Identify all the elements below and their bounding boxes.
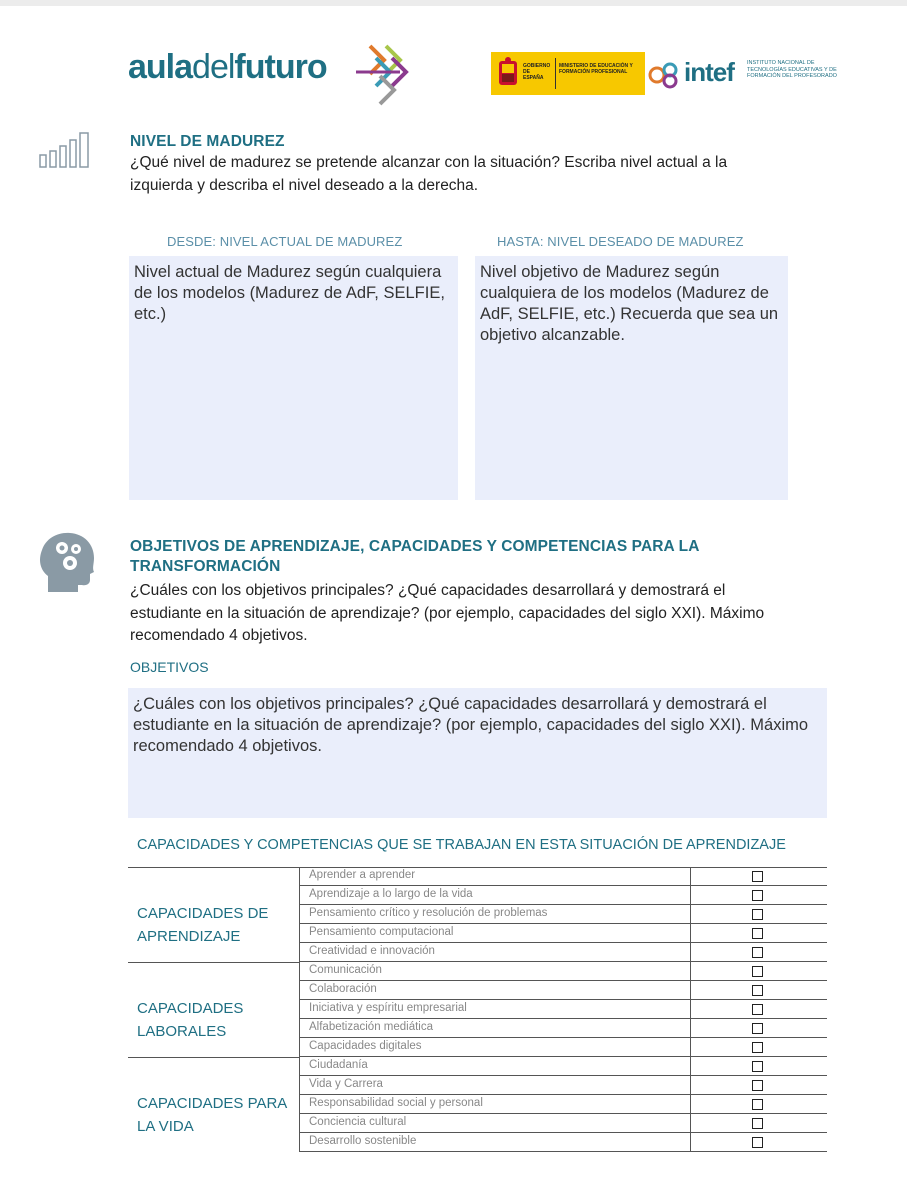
capacidad-checkbox[interactable] [752, 1080, 763, 1091]
madurez-title: NIVEL DE MADUREZ [130, 133, 285, 150]
capacidades-table-title: CAPACIDADES Y COMPETENCIAS QUE SE TRABAJAN EN ESTA SITUACIÓN DE APRENDIZAJE [137, 837, 786, 853]
capacidad-checkbox[interactable] [752, 1023, 763, 1034]
hasta-label: HASTA: NIVEL DESEADO DE MADUREZ [497, 234, 744, 249]
capacidad-label: Creatividad e innovación [309, 945, 435, 957]
capacidad-label: Vida y Carrera [309, 1078, 383, 1090]
capacidad-checkbox[interactable] [752, 1004, 763, 1015]
logo-word-del: del [192, 48, 235, 86]
table-row [299, 886, 827, 905]
capacidad-label: Desarrollo sostenible [309, 1135, 417, 1147]
group-vida-label [137, 1092, 297, 1138]
group-laborales-line1: CAPACIDADES [137, 1000, 244, 1017]
logo-word-futuro: futuro [234, 48, 327, 86]
ministerio-text: MINISTERIO DE EDUCACIÓN Y FORMACIÓN PROFESIONAL [559, 63, 633, 75]
group-divider [128, 962, 300, 963]
madurez-prompt-line1: ¿Qué nivel de madurez se pretende alcanzar con la situación? Escriba nivel actual a la [130, 154, 728, 171]
capacidad-checkbox[interactable] [752, 1137, 763, 1148]
intef-mark-icon [648, 61, 682, 89]
group-laborales-line2: LABORALES [137, 1023, 227, 1040]
logo-arrows-icon [356, 42, 426, 108]
capacidad-label: Iniciativa y espíritu empresarial [309, 1002, 467, 1014]
capacidad-label: Aprendizaje a lo largo de la vida [309, 888, 473, 900]
table-row [299, 1000, 827, 1019]
group-vida-line1: CAPACIDADES PARA [137, 1095, 288, 1112]
hasta-field[interactable]: Nivel objetivo de Madurez según cualquiera de los modelos (Madurez de AdF, SELFIE, etc.) Recuerda que sea un objetivo alcanzable. [475, 256, 788, 500]
top-border [0, 0, 907, 6]
objetivos-prompt-line1: ¿Cuáles con los objetivos principales? ¿Qué capacidades desarrollará y demostrará el [130, 582, 726, 599]
capacidad-label: Conciencia cultural [309, 1116, 407, 1128]
table-row [299, 1019, 827, 1038]
capacidad-label: Capacidades digitales [309, 1040, 422, 1052]
capacidad-label: Pensamiento crítico y resolución de problemas [309, 907, 548, 919]
table-row [299, 943, 827, 962]
objetivos-title-line1: OBJETIVOS DE APRENDIZAJE, CAPACIDADES Y COMPETENCIAS PARA LA [130, 538, 700, 555]
capacidad-label: Pensamiento computacional [309, 926, 454, 938]
table-row [299, 962, 827, 981]
group-aprendizaje-label [137, 902, 297, 948]
table-row [299, 981, 827, 1000]
capacidad-checkbox[interactable] [752, 966, 763, 977]
gobierno-text: GOBIERNO DE ESPAÑA [523, 63, 551, 81]
capacidad-label: Responsabilidad social y personal [309, 1097, 483, 1109]
intef-description: INSTITUTO NACIONAL DE TECNOLOGÍAS EDUCATIVAS Y DE FORMACIÓN DEL PROFESORADO [747, 60, 837, 79]
intef-logo [648, 55, 838, 95]
objetivos-sub-label: OBJETIVOS [130, 659, 209, 675]
capacidad-checkbox[interactable] [752, 928, 763, 939]
gobierno-ministerio-logo [491, 52, 645, 95]
logo-wordmark [128, 48, 327, 87]
capacidad-checkbox[interactable] [752, 890, 763, 901]
capacidad-checkbox[interactable] [752, 1061, 763, 1072]
head-gears-icon [38, 532, 96, 594]
capacidad-label: Comunicación [309, 964, 382, 976]
group-vida-line2: LA VIDA [137, 1118, 194, 1135]
table-row [299, 924, 827, 943]
group-laborales-label [137, 997, 297, 1043]
gov-divider [555, 58, 556, 89]
capacidad-label: Alfabetización mediática [309, 1021, 434, 1033]
logo-word-aula: aula [128, 48, 193, 86]
group-divider [128, 1057, 300, 1058]
capacidad-checkbox[interactable] [752, 909, 763, 920]
capacidad-label: Aprender a aprender [309, 869, 416, 881]
table-row [299, 1095, 827, 1114]
intef-wordmark: intef [684, 57, 734, 87]
capacidad-checkbox[interactable] [752, 1118, 763, 1129]
table-row [299, 1057, 827, 1076]
objetivos-title-line2: TRANSFORMACIÓN [130, 558, 281, 575]
capacidad-checkbox[interactable] [752, 947, 763, 958]
group-aprendizaje-line2: APRENDIZAJE [137, 928, 241, 945]
objetivos-field[interactable]: ¿Cuáles con los objetivos principales? ¿Qué capacidades desarrollará y demostrará el estudiante en la situación de aprendizaje? (por ejemplo, capacidades del siglo XXI). Máximo recomendado 4 objetivos. [128, 688, 827, 818]
desde-label: DESDE: NIVEL ACTUAL DE MADUREZ [167, 234, 403, 249]
spain-shield-icon [497, 57, 519, 89]
table-row [299, 1114, 827, 1133]
objetivos-prompt-line3: recomendado 4 objetivos. [130, 627, 308, 644]
objetivos-prompt-line2: estudiante en la situación de aprendizaje? (por ejemplo, capacidades del siglo XXI). Máximo [130, 605, 765, 622]
group-aprendizaje-line1: CAPACIDADES DE [137, 905, 269, 922]
table-row [299, 867, 827, 886]
capacidad-checkbox[interactable] [752, 871, 763, 882]
capacidad-checkbox[interactable] [752, 1042, 763, 1053]
table-row [299, 1133, 827, 1152]
capacidad-label: Colaboración [309, 983, 377, 995]
desde-field[interactable]: Nivel actual de Madurez según cualquiera de los modelos (Madurez de AdF, SELFIE, etc.) [129, 256, 458, 500]
table-row [299, 1076, 827, 1095]
table-row [299, 1038, 827, 1057]
table-row [299, 905, 827, 924]
madurez-prompt-line2: izquierda y describa el nivel deseado a la derecha. [130, 177, 479, 194]
aula-del-futuro-logo [128, 42, 428, 108]
capacidad-checkbox[interactable] [752, 985, 763, 996]
capacidad-checkbox[interactable] [752, 1099, 763, 1110]
capacidad-label: Ciudadanía [309, 1059, 368, 1071]
maturity-bars-icon [38, 131, 94, 169]
